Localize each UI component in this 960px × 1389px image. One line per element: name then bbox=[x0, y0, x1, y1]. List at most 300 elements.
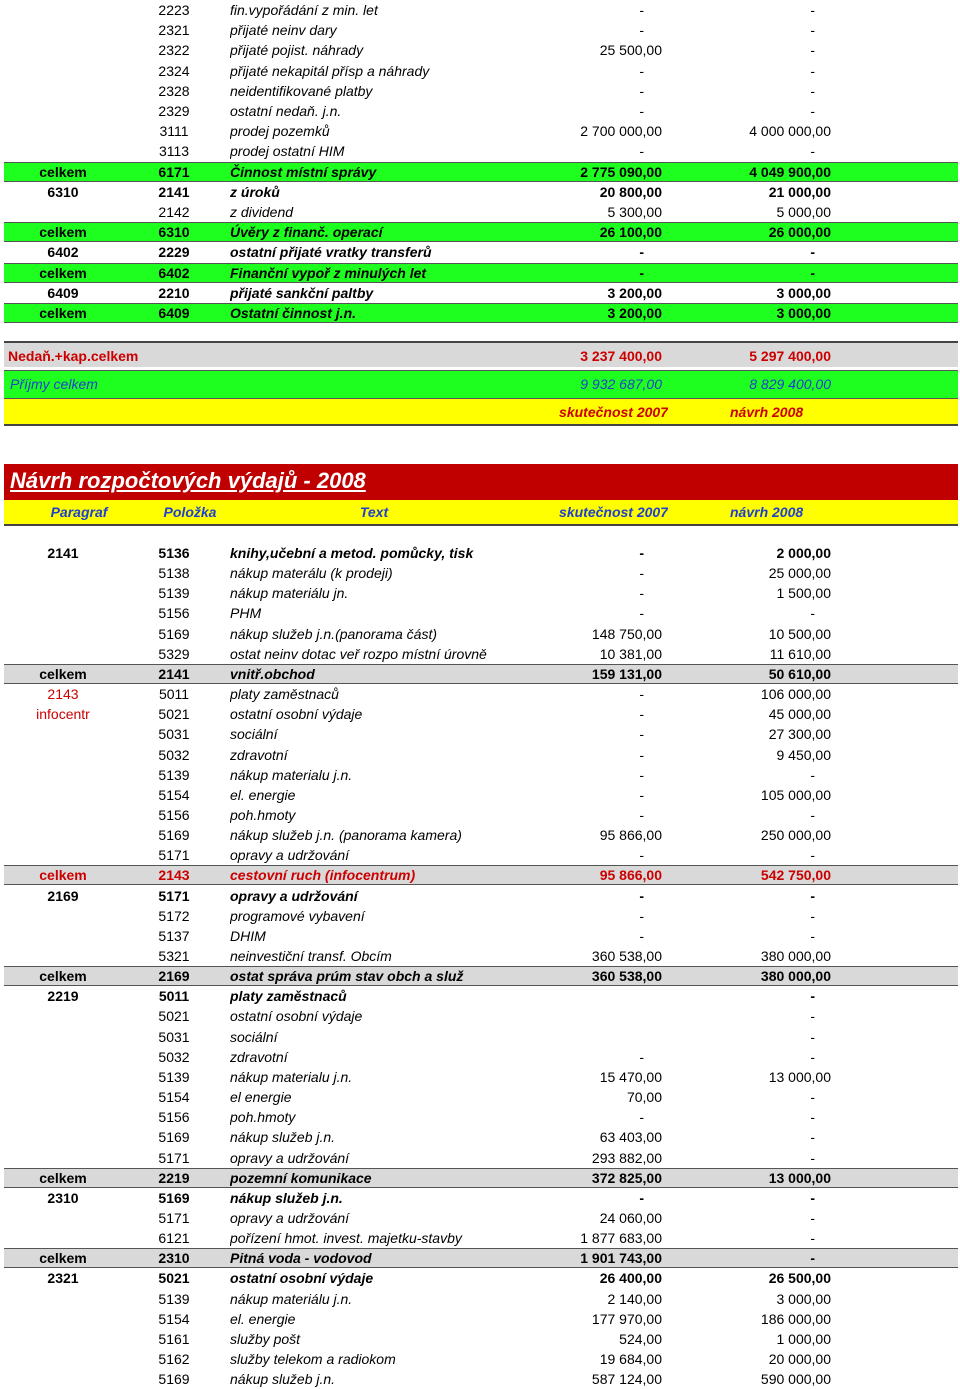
value-2008-cell: 542 750,00 bbox=[760, 867, 831, 884]
polozka-cell: 5156 bbox=[158, 605, 190, 622]
paragraf-cell bbox=[4, 141, 122, 161]
table-row bbox=[4, 724, 958, 744]
paragraf-cell bbox=[4, 1107, 122, 1127]
paragraf-cell: 6409 bbox=[47, 284, 79, 301]
polozka-cell: 5156 bbox=[158, 1109, 190, 1126]
value-2007-cell: - bbox=[639, 605, 644, 622]
text-cell: sociální bbox=[230, 726, 278, 743]
polozka-cell: 2324 bbox=[158, 62, 190, 79]
table-row bbox=[4, 1289, 958, 1309]
polozka-cell: 5021 bbox=[158, 1008, 190, 1025]
text-cell: knihy,učební a metod. pomůcky, tisk bbox=[230, 545, 474, 561]
table-row bbox=[4, 785, 958, 805]
paragraf-cell bbox=[4, 926, 122, 946]
header-paragraf: Paragraf bbox=[50, 504, 108, 520]
value-2007-cell: 2 700 000,00 bbox=[580, 123, 662, 140]
value-2008-cell: - bbox=[810, 1028, 815, 1045]
text-cell: prodej pozemků bbox=[230, 123, 330, 140]
text-cell: fin.vypořádání z min. let bbox=[230, 2, 378, 18]
paragraf-cell: 2310 bbox=[47, 1189, 79, 1206]
value-2008-cell: - bbox=[810, 1189, 815, 1206]
nedan-value-2008: 5 297 400,00 bbox=[749, 348, 831, 364]
text-cell: DHIM bbox=[230, 927, 266, 944]
polozka-cell: 5329 bbox=[158, 645, 190, 662]
polozka-cell: 6121 bbox=[158, 1230, 190, 1247]
value-2008-cell: 11 610,00 bbox=[769, 645, 831, 662]
table-row bbox=[4, 986, 958, 1006]
text-cell: nákup služeb j.n. bbox=[230, 1189, 343, 1206]
subtotal-row bbox=[4, 1168, 958, 1188]
paragraf-cell: celkem bbox=[39, 264, 87, 281]
value-2007-cell: 95 866,00 bbox=[599, 867, 662, 884]
value-2008-cell: 1 500,00 bbox=[776, 585, 831, 602]
polozka-cell: 5031 bbox=[158, 1028, 190, 1045]
subtotal-row bbox=[4, 664, 958, 684]
value-2007-cell: 372 825,00 bbox=[591, 1169, 662, 1186]
polozka-cell: 5162 bbox=[158, 1351, 190, 1367]
text-cell: Finanční vypoř z minulých let bbox=[230, 264, 427, 281]
text-cell: služby telekom a radiokom bbox=[230, 1351, 396, 1367]
paragraf-cell bbox=[4, 1289, 122, 1309]
table-row bbox=[4, 182, 958, 202]
subtotal-row bbox=[4, 263, 958, 283]
polozka-cell: 5032 bbox=[158, 1048, 190, 1065]
nedan-value-2007: 3 237 400,00 bbox=[580, 348, 662, 364]
table-row bbox=[4, 926, 958, 946]
value-2008-cell: - bbox=[810, 847, 815, 864]
value-2008-cell: 250 000,00 bbox=[760, 827, 831, 844]
value-2007-cell: - bbox=[639, 786, 644, 803]
value-2007-cell: - bbox=[639, 706, 644, 723]
paragraf-cell bbox=[4, 644, 122, 664]
paragraf-cell: 6310 bbox=[47, 183, 79, 200]
value-2007-cell: - bbox=[639, 1189, 644, 1206]
expense-header-row bbox=[4, 500, 958, 526]
value-2007-cell: 587 124,00 bbox=[591, 1371, 662, 1388]
value-2008-cell: - bbox=[810, 1250, 815, 1267]
polozka-cell: 5169 bbox=[158, 1371, 190, 1388]
polozka-cell: 5169 bbox=[158, 827, 190, 844]
text-cell: el. energie bbox=[230, 1310, 296, 1327]
table-row bbox=[4, 644, 958, 664]
polozka-cell: 5139 bbox=[158, 1068, 190, 1085]
value-2007-cell: - bbox=[639, 887, 644, 904]
col-header-2007: skutečnost 2007 bbox=[559, 404, 668, 420]
paragraf-cell bbox=[4, 1369, 122, 1389]
table-row bbox=[4, 1047, 958, 1067]
table-row bbox=[4, 825, 958, 845]
table-row bbox=[4, 1006, 958, 1026]
value-2007-cell: - bbox=[639, 565, 644, 582]
value-2008-cell: 27 300,00 bbox=[768, 726, 831, 743]
prijmy-summary-row bbox=[4, 370, 958, 398]
polozka-cell: 5137 bbox=[158, 927, 190, 944]
text-cell: platy zaměstnaců bbox=[230, 988, 347, 1005]
paragraf-cell bbox=[4, 1127, 122, 1147]
text-cell: pořízení hmot. invest. majetku-stavby bbox=[230, 1230, 462, 1247]
value-2008-cell: 4 000 000,00 bbox=[749, 123, 831, 140]
value-2008-cell: 186 000,00 bbox=[760, 1310, 831, 1327]
paragraf-cell bbox=[4, 946, 122, 966]
section-title-bar bbox=[4, 464, 958, 500]
text-cell: nákup materialu j.n. bbox=[230, 1068, 353, 1085]
paragraf-cell bbox=[4, 785, 122, 805]
paragraf-cell: 2143 bbox=[47, 686, 79, 703]
value-2007-cell: - bbox=[639, 103, 644, 119]
paragraf-cell bbox=[4, 1006, 122, 1026]
prijmy-label: Příjmy celkem bbox=[10, 376, 98, 392]
polozka-cell: 2141 bbox=[158, 665, 190, 682]
paragraf-cell bbox=[4, 906, 122, 926]
value-2007-cell bbox=[524, 986, 662, 1006]
value-2008-cell: - bbox=[810, 1149, 815, 1166]
value-2007-cell: 15 470,00 bbox=[599, 1068, 662, 1085]
value-2007-cell: - bbox=[639, 22, 644, 39]
polozka-cell: 2169 bbox=[158, 968, 190, 985]
paragraf-cell bbox=[4, 624, 122, 644]
paragraf-cell: celkem bbox=[39, 968, 87, 985]
table-row bbox=[4, 1148, 958, 1168]
value-2008-cell: - bbox=[810, 62, 815, 79]
value-2007-cell: 1 901 743,00 bbox=[580, 1250, 662, 1267]
text-cell: přijaté neinv dary bbox=[230, 22, 337, 39]
value-2007-cell: 3 200,00 bbox=[607, 284, 662, 301]
subtotal-row bbox=[4, 162, 958, 182]
value-2007-cell: - bbox=[639, 62, 644, 79]
value-2008-cell: 26 000,00 bbox=[768, 224, 831, 241]
polozka-cell: 2223 bbox=[158, 2, 190, 18]
value-2007-cell: 25 500,00 bbox=[599, 42, 662, 59]
value-2007-cell: 63 403,00 bbox=[599, 1129, 662, 1146]
text-cell: nákup materialu j.n. bbox=[230, 766, 353, 783]
text-cell: služby pošt bbox=[230, 1330, 301, 1347]
value-2007-cell: 24 060,00 bbox=[599, 1209, 662, 1226]
polozka-cell: 5138 bbox=[158, 565, 190, 582]
polozka-cell: 5171 bbox=[158, 847, 190, 864]
text-cell: nákup materálu (k prodeji) bbox=[230, 565, 393, 582]
table-row bbox=[4, 202, 958, 222]
text-cell: nákup služeb j.n. bbox=[230, 1129, 336, 1146]
table-row bbox=[4, 906, 958, 926]
paragraf-cell: 2219 bbox=[47, 988, 79, 1005]
table-row bbox=[4, 61, 958, 81]
value-2008-cell: 13 000,00 bbox=[768, 1068, 831, 1085]
paragraf-cell bbox=[4, 1309, 122, 1329]
text-cell: el. energie bbox=[230, 786, 296, 803]
text-cell: prodej ostatní HIM bbox=[230, 143, 345, 160]
text-cell: ostatní osobní výdaje bbox=[230, 1270, 374, 1287]
value-2008-cell: 4 049 900,00 bbox=[749, 163, 831, 180]
table-row bbox=[4, 1329, 958, 1349]
header-polozka: Položka bbox=[163, 504, 217, 520]
value-2007-cell: 19 684,00 bbox=[599, 1351, 662, 1367]
polozka-cell: 5139 bbox=[158, 585, 190, 602]
table-row bbox=[4, 0, 958, 20]
value-2008-cell: - bbox=[810, 1089, 815, 1106]
text-cell: ostat neinv dotac veř rozpo místní úrovně bbox=[230, 645, 487, 662]
text-cell: nákup služeb j.n. bbox=[230, 1371, 336, 1388]
value-2008-cell: - bbox=[810, 1008, 815, 1025]
paragraf-cell bbox=[4, 20, 122, 40]
table-row bbox=[4, 1268, 958, 1288]
text-cell: opravy a udržování bbox=[230, 1209, 350, 1226]
value-2008-cell: 105 000,00 bbox=[760, 786, 831, 803]
paragraf-cell bbox=[4, 805, 122, 825]
paragraf-cell bbox=[4, 0, 122, 20]
paragraf-cell bbox=[4, 724, 122, 744]
value-2008-cell: - bbox=[810, 887, 815, 904]
text-cell: neidentifikované platby bbox=[230, 82, 373, 99]
year-header-row bbox=[4, 398, 958, 426]
value-2007-cell: 26 400,00 bbox=[599, 1270, 662, 1287]
text-cell: ostatní osobní výdaje bbox=[230, 1008, 363, 1025]
value-2007-cell: 293 882,00 bbox=[591, 1149, 662, 1166]
polozka-cell: 2321 bbox=[158, 22, 190, 39]
header-2008: návrh 2008 bbox=[730, 504, 804, 520]
text-cell: zdravotní bbox=[230, 1048, 288, 1065]
value-2007-cell: - bbox=[639, 847, 644, 864]
value-2008-cell: - bbox=[810, 82, 815, 99]
text-cell: přijaté nekapitál přísp a náhrady bbox=[230, 62, 430, 79]
paragraf-cell bbox=[4, 1228, 122, 1248]
subtotal-row bbox=[4, 966, 958, 986]
value-2007-cell: - bbox=[639, 726, 644, 743]
subtotal-row bbox=[4, 865, 958, 885]
polozka-cell: 5171 bbox=[158, 1149, 190, 1166]
polozka-cell: 5021 bbox=[158, 706, 190, 723]
value-2007-cell: 5 300,00 bbox=[607, 204, 662, 220]
value-2007-cell: - bbox=[639, 264, 644, 281]
subtotal-row bbox=[4, 222, 958, 242]
value-2007-cell: - bbox=[639, 82, 644, 99]
value-2008-cell: - bbox=[810, 907, 815, 924]
paragraf-cell: celkem bbox=[39, 1250, 87, 1267]
polozka-cell: 5154 bbox=[158, 1310, 190, 1327]
polozka-cell: 2310 bbox=[158, 1250, 190, 1267]
value-2007-cell: - bbox=[639, 806, 644, 823]
paragraf-cell: 2169 bbox=[47, 887, 79, 904]
value-2007-cell: - bbox=[639, 1109, 644, 1126]
table-row bbox=[4, 563, 958, 583]
polozka-cell: 5169 bbox=[158, 625, 190, 642]
polozka-cell: 5171 bbox=[158, 1209, 190, 1226]
polozka-cell: 2219 bbox=[158, 1169, 190, 1186]
text-cell: ostat správa prúm stav obch a služ bbox=[230, 968, 464, 985]
text-cell: poh.hmoty bbox=[230, 1109, 296, 1126]
value-2008-cell: - bbox=[810, 1129, 815, 1146]
value-2007-cell bbox=[524, 1006, 662, 1026]
paragraf-cell bbox=[4, 1067, 122, 1087]
value-2008-cell: - bbox=[810, 806, 815, 823]
value-2008-cell: - bbox=[810, 22, 815, 39]
value-2007-cell: 148 750,00 bbox=[591, 625, 662, 642]
polozka-cell: 5321 bbox=[158, 948, 190, 964]
value-2008-cell: - bbox=[810, 1230, 815, 1247]
polozka-cell: 5011 bbox=[158, 686, 190, 703]
table-row bbox=[4, 1228, 958, 1248]
value-2008-cell: - bbox=[810, 103, 815, 119]
paragraf-cell bbox=[4, 845, 122, 865]
text-cell: poh.hmoty bbox=[230, 806, 296, 823]
value-2008-cell: - bbox=[810, 2, 815, 18]
value-2007-cell: - bbox=[639, 686, 644, 703]
polozka-cell: 5169 bbox=[158, 1189, 190, 1206]
text-cell: nákup služeb j.n.(panorama část) bbox=[230, 625, 437, 642]
paragraf-cell bbox=[4, 745, 122, 765]
paragraf-cell bbox=[4, 121, 122, 141]
polozka-cell: 2328 bbox=[158, 82, 190, 99]
value-2008-cell: 3 000,00 bbox=[776, 284, 831, 301]
value-2008-cell: - bbox=[810, 42, 815, 59]
table-row bbox=[4, 1188, 958, 1208]
paragraf-cell bbox=[4, 1349, 122, 1369]
text-cell: zdravotní bbox=[230, 746, 288, 763]
polozka-cell: 5154 bbox=[158, 1089, 190, 1106]
paragraf-cell: celkem bbox=[39, 224, 87, 241]
value-2007-cell: 1 877 683,00 bbox=[580, 1230, 662, 1247]
text-cell: přijaté pojist. náhrady bbox=[230, 42, 364, 59]
paragraf-cell bbox=[4, 101, 122, 121]
text-cell: nákup služeb j.n. (panorama kamera) bbox=[230, 827, 462, 844]
value-2007-cell: 95 866,00 bbox=[599, 827, 662, 844]
value-2008-cell: 50 610,00 bbox=[768, 665, 831, 682]
header-text: Text bbox=[359, 504, 389, 520]
paragraf-cell: infocentr bbox=[36, 706, 90, 723]
polozka-cell: 2142 bbox=[158, 204, 190, 220]
text-cell: sociální bbox=[230, 1028, 278, 1045]
value-2008-cell: 5 000,00 bbox=[776, 204, 831, 220]
table-row bbox=[4, 1027, 958, 1047]
table-row bbox=[4, 1309, 958, 1329]
table-row bbox=[4, 805, 958, 825]
text-cell: Činnost místní správy bbox=[230, 163, 377, 180]
table-row bbox=[4, 1087, 958, 1107]
value-2007-cell: 3 200,00 bbox=[607, 305, 662, 321]
nedanove-summary-row bbox=[4, 341, 958, 367]
paragraf-cell: celkem bbox=[39, 867, 87, 884]
paragraf-cell: celkem bbox=[39, 1169, 87, 1186]
value-2007-cell: - bbox=[639, 907, 644, 924]
text-cell: PHM bbox=[230, 605, 262, 622]
polozka-cell: 3111 bbox=[159, 123, 189, 140]
value-2008-cell: - bbox=[810, 988, 815, 1005]
polozka-cell: 2141 bbox=[158, 183, 190, 200]
text-cell: nákup materiálu j.n. bbox=[230, 1290, 353, 1307]
paragraf-cell bbox=[4, 1208, 122, 1228]
value-2008-cell: - bbox=[810, 766, 815, 783]
table-row bbox=[4, 1127, 958, 1147]
polozka-cell: 5139 bbox=[158, 1290, 190, 1307]
table-row bbox=[4, 283, 958, 303]
value-2008-cell: 9 450,00 bbox=[776, 746, 831, 763]
paragraf-cell bbox=[4, 1047, 122, 1067]
value-2008-cell: - bbox=[810, 143, 815, 160]
value-2007-cell: - bbox=[639, 2, 644, 18]
value-2008-cell: 2 000,00 bbox=[776, 545, 831, 561]
value-2008-cell: 3 000,00 bbox=[776, 305, 831, 321]
value-2008-cell: - bbox=[810, 1209, 815, 1226]
value-2008-cell: 25 000,00 bbox=[768, 565, 831, 582]
table-row bbox=[4, 40, 958, 60]
table-row bbox=[4, 141, 958, 161]
paragraf-cell bbox=[4, 1027, 122, 1047]
table-row bbox=[4, 101, 958, 121]
value-2007-cell: 360 538,00 bbox=[591, 968, 662, 985]
paragraf-cell bbox=[4, 765, 122, 785]
polozka-cell: 2229 bbox=[158, 244, 190, 261]
text-cell: z úroků bbox=[230, 183, 280, 200]
value-2008-cell: 590 000,00 bbox=[760, 1371, 831, 1388]
value-2008-cell: 45 000,00 bbox=[768, 706, 831, 723]
table-row bbox=[4, 543, 958, 563]
value-2007-cell: 20 800,00 bbox=[599, 183, 662, 200]
polozka-cell: 5032 bbox=[158, 746, 190, 763]
table-row bbox=[4, 765, 958, 785]
polozka-cell: 2210 bbox=[158, 284, 190, 301]
subtotal-row bbox=[4, 1248, 958, 1268]
nedan-label: Nedaň.+kap.celkem bbox=[8, 348, 139, 364]
table-row bbox=[4, 603, 958, 623]
polozka-cell: 6171 bbox=[158, 163, 190, 180]
paragraf-cell bbox=[4, 1148, 122, 1168]
polozka-cell: 5171 bbox=[158, 887, 190, 904]
value-2008-cell: 20 000,00 bbox=[768, 1351, 831, 1367]
value-2007-cell: - bbox=[639, 545, 644, 561]
text-cell: ostatní přijaté vratky transferů bbox=[230, 244, 432, 261]
polozka-cell: 5136 bbox=[158, 545, 190, 561]
table-row bbox=[4, 684, 958, 704]
paragraf-cell: 2321 bbox=[47, 1270, 79, 1287]
polozka-cell: 6409 bbox=[158, 305, 190, 321]
text-cell: ostatní osobní výdaje bbox=[230, 706, 363, 723]
text-cell: programové vybavení bbox=[230, 907, 365, 924]
value-2007-cell: - bbox=[639, 766, 644, 783]
polozka-cell: 5156 bbox=[158, 806, 190, 823]
paragraf-cell: celkem bbox=[39, 665, 87, 682]
table-row bbox=[4, 1349, 958, 1369]
table-row bbox=[4, 1067, 958, 1087]
prijmy-value-2008: 8 829 400,00 bbox=[749, 376, 831, 392]
value-2008-cell: 380 000,00 bbox=[760, 948, 831, 964]
value-2008-cell: 3 000,00 bbox=[776, 1290, 831, 1307]
section-title: Návrh rozpočtových výdajů - 2008 bbox=[10, 468, 366, 493]
value-2007-cell: - bbox=[639, 1048, 644, 1065]
table-row bbox=[4, 624, 958, 644]
polozka-cell: 5172 bbox=[158, 907, 190, 924]
paragraf-cell: 6402 bbox=[47, 244, 79, 261]
value-2007-cell: - bbox=[639, 927, 644, 944]
polozka-cell: 5169 bbox=[158, 1129, 190, 1146]
paragraf-cell bbox=[4, 202, 122, 222]
text-cell: vnitř.obchod bbox=[230, 665, 315, 682]
value-2008-cell: - bbox=[810, 1109, 815, 1126]
text-cell: neinvestiční transf. Obcím bbox=[230, 948, 392, 964]
text-cell: pozemní komunikace bbox=[230, 1169, 372, 1186]
value-2007-cell: - bbox=[639, 585, 644, 602]
value-2008-cell: - bbox=[810, 244, 815, 261]
value-2007-cell bbox=[524, 1027, 662, 1047]
value-2008-cell: - bbox=[810, 605, 815, 622]
value-2008-cell: 380 000,00 bbox=[760, 968, 831, 985]
table-row bbox=[4, 886, 958, 906]
paragraf-cell: celkem bbox=[39, 305, 87, 321]
value-2008-cell: - bbox=[810, 264, 815, 281]
polozka-cell: 5139 bbox=[158, 766, 190, 783]
table-row bbox=[4, 946, 958, 966]
polozka-cell: 3113 bbox=[158, 143, 190, 160]
paragraf-cell bbox=[4, 1329, 122, 1349]
paragraf-cell bbox=[4, 603, 122, 623]
